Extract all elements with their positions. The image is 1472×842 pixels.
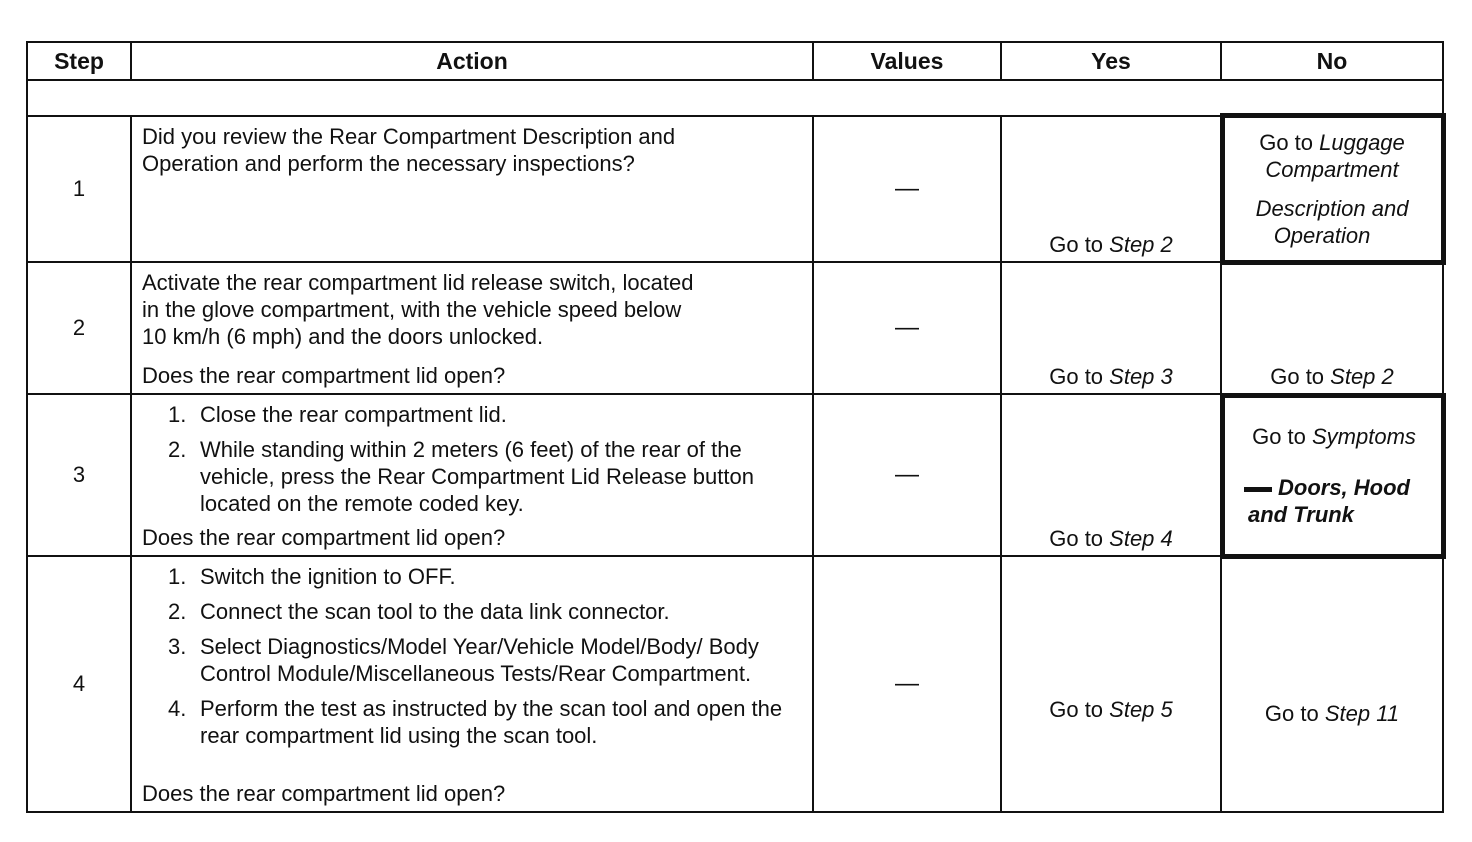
step-number: 2: [27, 262, 131, 394]
yes-link[interactable]: Step 2: [1109, 232, 1173, 257]
header-no: No: [1221, 42, 1443, 80]
no-cell: [1221, 262, 1443, 394]
spacer-row: [27, 80, 1443, 116]
instruction-list: [142, 401, 802, 517]
yes-cell: [1001, 116, 1221, 262]
header-values: Values: [813, 42, 1001, 80]
no-link[interactable]: Step 2: [1330, 364, 1394, 389]
highlight-box: [1220, 393, 1446, 559]
instruction-list: [142, 563, 802, 749]
no-cell: [1221, 394, 1443, 556]
yes-link[interactable]: Step 3: [1109, 364, 1173, 389]
diagnostic-table: [26, 41, 1444, 813]
list-item: 1. Close the rear compartment lid.: [168, 402, 507, 427]
action-cell: [131, 262, 813, 394]
action-question: Does the rear compartment lid open?: [142, 781, 506, 806]
no-cell: [1221, 556, 1443, 812]
action-line: 10 km/h (6 mph) and the doors unlocked.: [142, 324, 544, 349]
step-number: 4: [27, 556, 131, 812]
table-row: [27, 116, 1443, 262]
list-item: 2. While standing within 2 meters (6 feet) of the rear of the vehicle, press the Rear Compartment Lid Release button located on the remote coded key.: [168, 437, 754, 516]
no-prefix: Go to: [1259, 130, 1320, 155]
action-line: Operation and perform the necessary inspections?: [142, 151, 635, 176]
header-row: [27, 42, 1443, 80]
no-link-cont[interactable]: Compartment: [1265, 157, 1399, 182]
yes-prefix: Go to: [1049, 232, 1110, 257]
header-step: Step: [27, 42, 131, 80]
step-number: 1: [27, 116, 131, 262]
no-prefix: Go to: [1264, 701, 1325, 726]
action-cell: [131, 394, 813, 556]
action-cell: [131, 556, 813, 812]
values-cell: —: [813, 556, 1001, 812]
no-link[interactable]: Luggage: [1319, 130, 1405, 155]
yes-prefix: Go to: [1049, 364, 1110, 389]
header-yes: Yes: [1001, 42, 1221, 80]
table-row: [27, 556, 1443, 812]
no-link-sub[interactable]: and Trunk: [1248, 502, 1354, 527]
no-prefix: Go to: [1252, 424, 1312, 449]
highlight-box: [1220, 113, 1446, 265]
yes-prefix: Go to: [1049, 526, 1110, 551]
list-item: 2. Connect the scan tool to the data link connector.: [168, 599, 670, 624]
no-link-sub[interactable]: Doors, Hood: [1278, 475, 1410, 500]
table-row: [27, 262, 1443, 394]
yes-link[interactable]: Step 4: [1109, 526, 1173, 551]
action-cell: [131, 116, 813, 262]
yes-prefix: Go to: [1049, 697, 1110, 722]
action-line: in the glove compartment, with the vehicle speed below: [142, 297, 682, 322]
list-item: 1. Switch the ignition to OFF.: [168, 564, 456, 589]
yes-link[interactable]: Step 5: [1109, 697, 1173, 722]
header-action: Action: [131, 42, 813, 80]
no-link[interactable]: Step 11: [1324, 701, 1400, 726]
no-cell: [1221, 116, 1443, 262]
no-link-cont[interactable]: Operation: [1273, 223, 1371, 248]
step-number: 3: [27, 394, 131, 556]
yes-cell: [1001, 556, 1221, 812]
table-row: [27, 394, 1443, 556]
action-question: Does the rear compartment lid open?: [142, 363, 506, 388]
no-link[interactable]: Symptoms: [1312, 424, 1416, 449]
values-cell: —: [813, 262, 1001, 394]
no-link-cont[interactable]: Description and: [1255, 196, 1409, 221]
action-line: Activate the rear compartment lid release switch, located: [142, 270, 694, 295]
yes-cell: [1001, 394, 1221, 556]
list-item: 3. Select Diagnostics/Model Year/Vehicle Model/Body/ Body Control Module/Miscellaneous Tests/Rear Compartment.: [168, 634, 759, 686]
values-cell: —: [813, 394, 1001, 556]
diagnostic-table-container: [26, 41, 1442, 813]
values-cell: —: [813, 116, 1001, 262]
yes-cell: [1001, 262, 1221, 394]
action-line: Did you review the Rear Compartment Description and: [142, 124, 676, 149]
action-question: Does the rear compartment lid open?: [142, 525, 506, 550]
list-item: 4. Perform the test as instructed by the scan tool and open the rear compartment lid using the scan tool.: [168, 696, 783, 748]
no-prefix: Go to: [1270, 364, 1331, 389]
